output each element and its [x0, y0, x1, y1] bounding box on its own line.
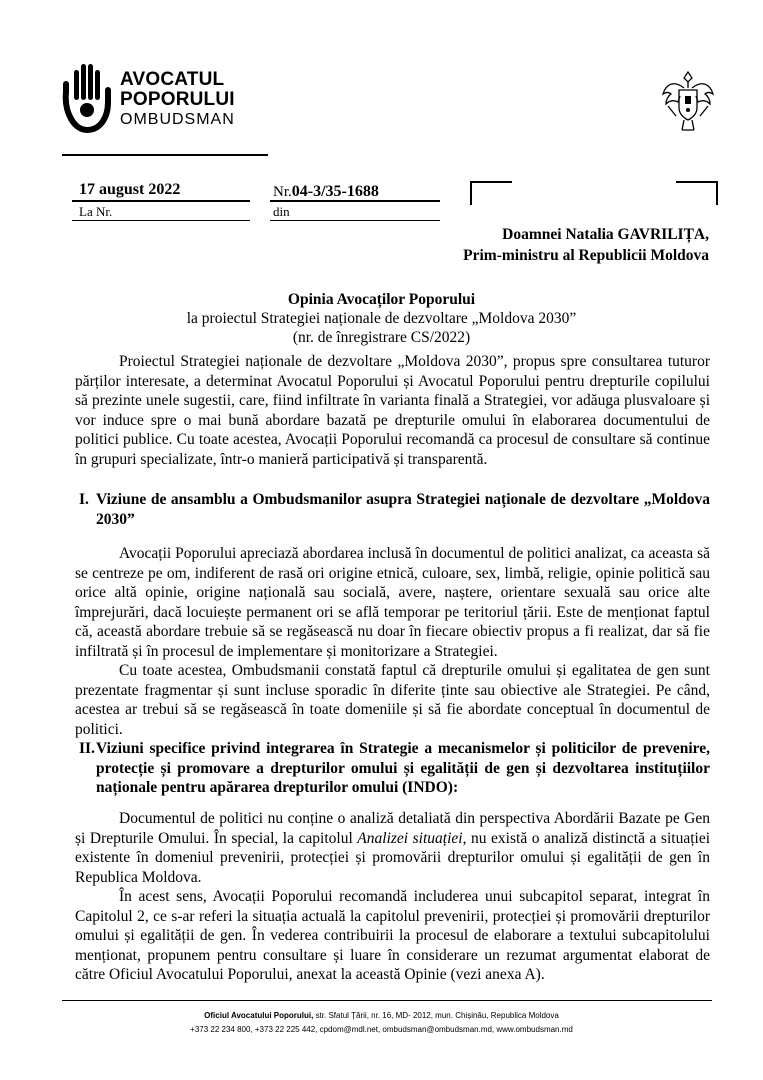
footer-address-line	[0, 1009, 763, 1023]
title-line-1: Opinia Avocaților Poporului	[287, 291, 476, 308]
document-date: 17 august 2022	[79, 181, 181, 198]
address-corner-right	[676, 181, 718, 205]
nr-prefix: Nr.	[273, 184, 292, 200]
la-nr-underline	[72, 220, 250, 221]
intro-paragraph-block	[75, 352, 710, 469]
la-nr-label: La Nr.	[79, 204, 113, 219]
logo-wordmark	[120, 70, 235, 130]
section-1-heading	[75, 490, 710, 529]
addressee-block	[463, 224, 709, 266]
section-2-title: Viziuni specifice privind integrarea în Strategie a mecanismelor și politicilor de prevenire, protecție și promovare a drepturilor omului și egalității de gen și dezvoltarea instituțiilor naționale pentru apărarea drepturilor omului (INDO):	[96, 740, 710, 796]
section-2-p1-start: Documentul de politici nu conține o analiză detaliată din perspectiva Abordării Bazate pe Gen și Drepturile Omului. În special, la capitolul	[75, 810, 710, 847]
header-divider	[62, 154, 268, 156]
section-2-paragraph-2: În acest sens, Avocații Poporului recomandă includerea unui subcapitol separat, integrat în Capitolul 2, ce s-ar referi la situația actuală la capitolul prevenirii, protecției și promovării drepturilor omului și egalității de gen. În vederea contribuirii la procesul de elaborare a textului subcapitolului menționat, propunem pentru consultare și luare în considerare un rezumat argumentat elaborat de către Oficiul Avocatului Poporului, anexat la această Opinie (vezi anexa A).	[75, 888, 710, 983]
title-line-3: (nr. de înregistrare CS/2022)	[292, 329, 471, 346]
addressee-role: Prim-ministru al Republicii Moldova	[463, 247, 709, 264]
nr-value: 04-3/35-1688	[291, 183, 379, 200]
document-number	[273, 183, 379, 201]
nr-underline	[270, 200, 440, 202]
din-underline	[270, 220, 440, 221]
section-2-paragraph-1	[75, 809, 710, 887]
section-1-paragraph-1: Avocații Poporului apreciază abordarea inclusă în documentul de politici analizat, ca aceasta să se centreze pe om, indiferent de rasă ori origine etnică, culoare, sex, limbă, religie, opinie politică sau orice altă opinie, origine națională sau socială, avere, naștere, orientare sexuală sau orice alte împrejurări, dacă locuiește permanent ori se află temporar pe teritoriul țării. Este de menționat faptul că, această abordare trebuie să se regăsească nu doar în fiecare obiectiv propus a fi realizat, dar să fie infiltrată și în procesul de implementare și monitorizare a Strategiei.	[75, 545, 710, 660]
logo-line-1: AVOCATUL	[120, 69, 225, 90]
footer-address: str. Sfatul Țării, nr. 16, MD- 2012, mun. Chișinău, Republica Moldova	[313, 1011, 559, 1020]
ombudsman-hand-logo-icon	[62, 62, 112, 134]
section-2-number: II.	[79, 740, 95, 757]
date-underline	[72, 200, 250, 202]
intro-paragraph: Proiectul Strategiei naționale de dezvoltare „Moldova 2030”, propus spre consultarea tuturor părților interesate, a determinat Avocatul Poporului și Avocatul Poporului pentru drepturile copilului să prezinte unele sugestii, care, fiind infiltrate în varianta finală a Strategiei, vor adăuga plusvaloare și vor induce spre o mai bună abordare bazată pe drepturile omului în elaborarea documentului de politici publice. Cu toate acestea, Avocații Poporului recomandă ca procesul de consultare să continue în grupuri specializate, într-o manieră participativă și transparentă.	[75, 353, 710, 468]
din-label: din	[273, 204, 290, 219]
section-2-p1-italic: Analizei situației	[357, 829, 463, 847]
section-1-paragraph-2: Cu toate acestea, Ombudsmanii constată faptul că drepturile omului și egalitatea de gen sunt prezentate fragmentar și sunt incluse sporadic în diferite ținte sau obiective ale Strategiei. Pe când, acestea ar trebui să se regăsească în toate domeniile și să fie abordate conceptual în documentul de politici.	[75, 662, 710, 738]
footer-contacts: +373 22 234 800, +373 22 225 442, cpdom@mdl.net, ombudsman@ombudsman.md, www.ombudsman.md	[190, 1025, 573, 1034]
footer-org: Oficiul Avocatului Poporului,	[204, 1011, 314, 1020]
document-title	[0, 290, 763, 347]
address-corner-left	[470, 181, 512, 205]
addressee-name: Doamnei Natalia GAVRILIȚA,	[502, 226, 709, 243]
logo-line-2: POPORULUI	[120, 89, 235, 110]
coat-of-arms-icon	[660, 66, 716, 138]
logo-line-3: OMBUDSMAN	[120, 111, 235, 128]
section-1-number: I.	[79, 491, 89, 508]
footer-divider	[62, 1000, 712, 1001]
section-2-body	[75, 809, 710, 985]
section-1-title: Viziune de ansamblu a Ombudsmanilor asupra Strategiei naționale de dezvoltare „Moldova 2030”	[96, 491, 710, 528]
footer	[0, 1009, 763, 1037]
section-2-heading	[75, 739, 710, 798]
title-line-2: la proiectul Strategiei naționale de dezvoltare „Moldova 2030”	[186, 310, 577, 327]
section-2-p1-end: , nu există o analiză distinctă a situației existente în domeniul prevenirii, protecției și promovării drepturilor omului și egalității de gen în Republica Moldova.	[75, 829, 711, 886]
section-1-body	[75, 544, 710, 739]
